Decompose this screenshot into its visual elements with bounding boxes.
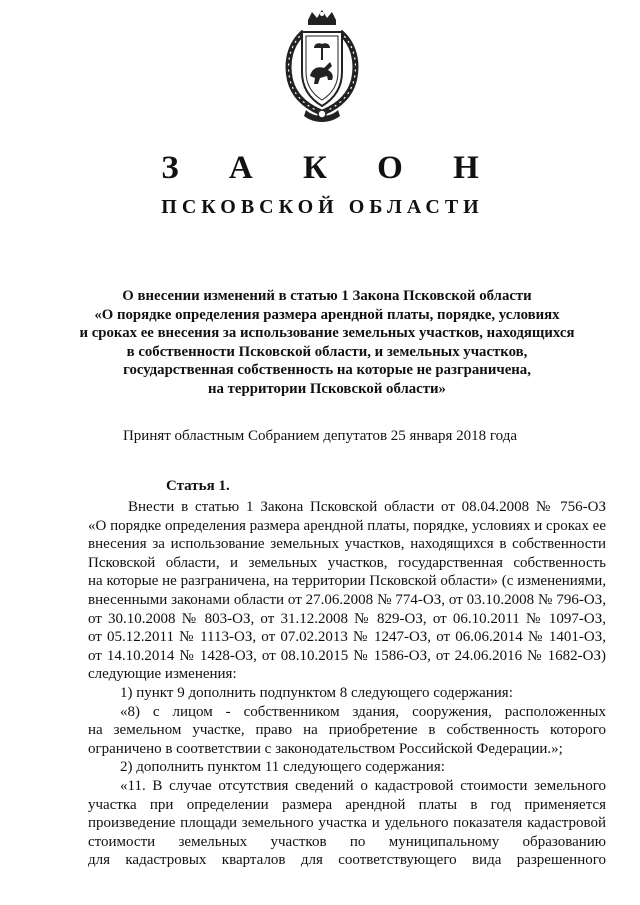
coat-of-arms-icon [284, 10, 360, 126]
body-line: участка при определении размера арендной платы в год применяется [88, 796, 606, 813]
heading-line: на территории Псковской области» [208, 380, 446, 397]
body-line: 1) пункт 9 дополнить подпунктом 8 следующего содержания: [120, 684, 513, 701]
article-body [88, 498, 606, 870]
body-line: на которые не разграничена, на территории Псковской области» (с изменениями, [88, 573, 606, 590]
law-region: ПСКОВСКОЙ ОБЛАСТИ [161, 196, 484, 218]
body-line: ограничено в соответствии с законодательством Российской Федерации.»; [88, 740, 563, 757]
body-line: произведение площади земельного участка и удельного показателя кадастровой [88, 815, 606, 832]
body-line: внесения за использование земельных участков, находящихся в собственности [88, 536, 606, 553]
body-line: стоимости земельных участков по муниципальному образованию [88, 833, 606, 850]
body-line: внесенными законами области от 27.06.2008 № 774-ОЗ, от 03.10.2008 № 796-ОЗ, [88, 591, 606, 608]
body-line: от 30.10.2008 № 803-ОЗ, от 31.12.2008 № 829-ОЗ, от 06.10.2011 № 1097-ОЗ, [88, 610, 606, 627]
body-line: «О порядке определения размера арендной платы, порядке, условиях и сроках ее [88, 517, 606, 534]
body-line: от 14.10.2014 № 1428-ОЗ, от 08.10.2015 № 1586-ОЗ, от 24.06.2016 № 1682-ОЗ) [88, 647, 606, 664]
adoption-note: Принят областным Собранием депутатов 25 января 2018 года [122, 428, 518, 444]
law-heading [60, 287, 594, 399]
body-line: Псковской области, и земельных участков, государственная собственность [88, 554, 606, 571]
heading-line: в собственности Псковской области, и земельных участков, [126, 343, 528, 360]
article-title: Статья 1. [166, 478, 230, 494]
body-line: на земельном участке, право на приобретение в собственность которого [88, 722, 606, 739]
law-title: З А К О Н [161, 150, 500, 186]
heading-line: государственная собственность на которые не разграничена, [123, 362, 531, 379]
body-line: от 05.12.2011 № 1113-ОЗ, от 07.02.2013 № 1247-ОЗ, от 06.06.2014 № 1401-ОЗ, [88, 629, 606, 646]
body-line: «8) с лицом - собственником здания, сооружения, расположенных [120, 703, 606, 720]
body-line: «11. В случае отсутствия сведений о кадастровой стоимости земельного [120, 777, 606, 794]
body-line: следующие изменения: [88, 666, 237, 683]
body-line: для кадастровых кварталов для соответствующего вида разрешенного [88, 852, 606, 869]
body-line: 2) дополнить пунктом 11 следующего содержания: [120, 759, 445, 776]
heading-line: О внесении изменений в статью 1 Закона Псковской области [122, 288, 532, 304]
heading-line: «О порядке определения размера арендной платы, порядке, условиях [94, 306, 560, 323]
body-line: Внести в статью 1 Закона Псковской области от 08.04.2008 № 756-ОЗ [128, 499, 606, 515]
heading-line: и сроках ее внесения за использование земельных участков, находящихся [79, 325, 575, 342]
